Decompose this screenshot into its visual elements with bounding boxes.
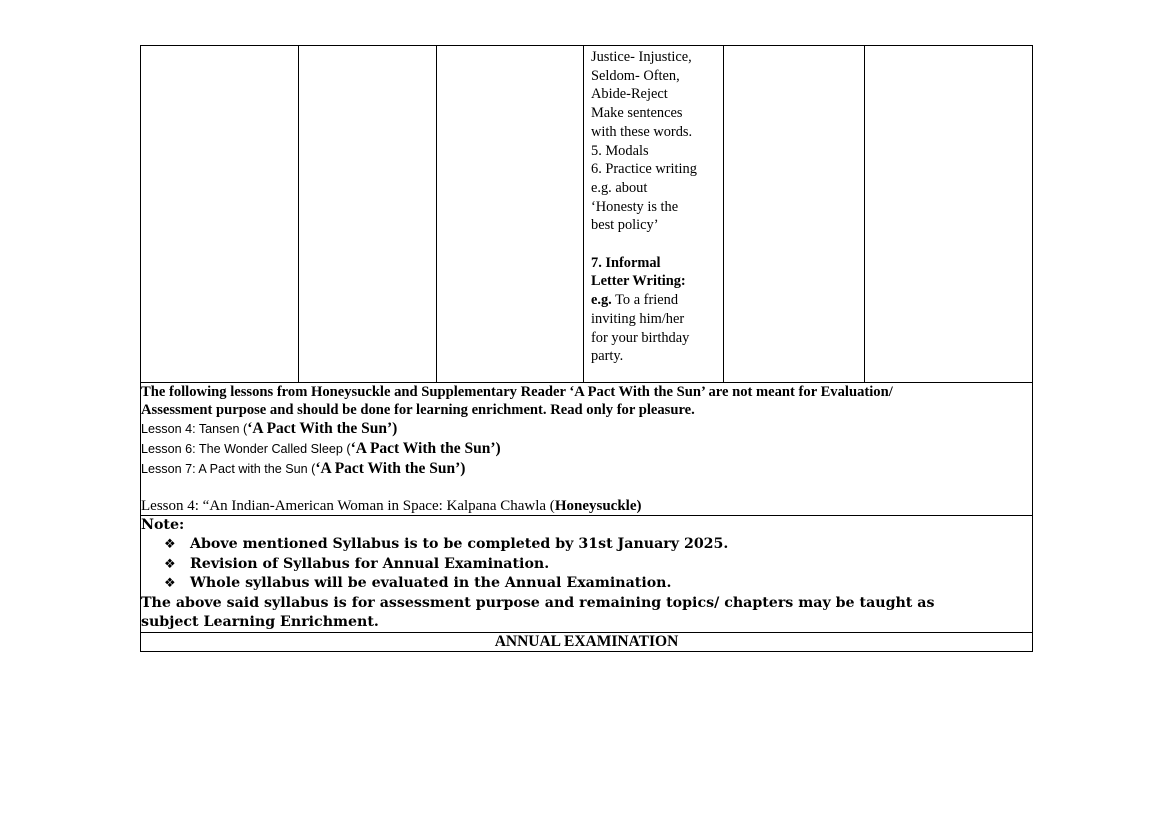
note-item [164, 574, 1032, 594]
note-list [141, 535, 1032, 594]
note-footer: The above said syllabus is for assessment purpose and remaining topics/ chapters may be taught as [141, 594, 935, 611]
enrichment-intro: Assessment purpose and should be done for learning enrichment. Read only for pleasure. [141, 402, 695, 418]
letter-example [591, 291, 717, 310]
vocab-line: 6. Practice writing [591, 161, 697, 178]
note-item [164, 555, 1032, 575]
book-title: ‘A Pact With the Sun’) [247, 420, 398, 437]
note-label: Note: [141, 517, 185, 533]
lesson-line [141, 439, 1032, 459]
letter-line: party. [591, 348, 624, 365]
line-gap [141, 479, 1032, 497]
letter-heading: Letter Writing: [591, 273, 686, 290]
note-item [164, 535, 1032, 555]
grammar-writing-content [584, 46, 723, 366]
vocab-line: Justice- Injustice, [591, 49, 692, 65]
vocab-line: Abide-Reject [591, 86, 668, 103]
enrichment-row [141, 383, 1033, 516]
cell-literature [299, 46, 437, 383]
book-title: Honeysuckle) [554, 498, 642, 514]
lesson-line [141, 459, 1032, 479]
syllabus-table [140, 45, 1033, 652]
letter-heading: 7. Informal [591, 254, 661, 271]
line-gap [591, 235, 717, 254]
note-item-text: Revision of Syllabus for Annual Examination. [190, 555, 550, 572]
letter-line: for your birthday [591, 329, 690, 346]
cell-assessment [865, 46, 1033, 383]
letter-line: To a friend [611, 292, 679, 309]
enrichment-cell [141, 383, 1033, 516]
diamond-bullet-icon: ❖ [164, 556, 176, 572]
cell-supplementary [437, 46, 584, 383]
book-title: ‘A Pact With the Sun’) [350, 440, 501, 457]
vocab-line: Make sentences [591, 105, 683, 122]
vocab-line: best policy’ [591, 217, 659, 234]
vocab-line: ‘Honesty is the [591, 198, 679, 215]
lesson-line [141, 497, 1032, 515]
note-cell [141, 516, 1033, 633]
cell-month [141, 46, 299, 383]
diamond-bullet-icon: ❖ [164, 576, 176, 591]
cell-grammar-writing [584, 46, 724, 383]
annual-exam-row [141, 633, 1033, 652]
vocab-line: Seldom- Often, [591, 67, 680, 84]
eg-label: e.g. [591, 292, 612, 309]
cell-activities [724, 46, 865, 383]
book-title: ‘A Pact With the Sun’) [315, 460, 466, 477]
lesson-line [141, 419, 1032, 439]
enrichment-intro: The following lessons from Honeysuckle and Supplementary Reader ‘A Pact With the Sun’ are not meant for Evaluation/ [141, 384, 893, 400]
diamond-bullet-icon: ❖ [164, 537, 176, 552]
note-footer: subject Learning Enrichment. [141, 613, 379, 630]
vocab-line: 5. Modals [591, 142, 649, 159]
lesson-text: Lesson 4: Tansen ( [141, 422, 248, 436]
syllabus-row-continued [141, 46, 1033, 383]
note-row [141, 516, 1033, 633]
note-item-text: Above mentioned Syllabus is to be completed by 31st January 2025. [190, 536, 729, 552]
annual-exam-heading: ANNUAL EXAMINATION [141, 633, 1033, 652]
vocab-line: e.g. about [591, 179, 648, 196]
vocab-line: with these words. [591, 123, 693, 140]
lesson-text: Lesson 4: “An Indian-American Woman in Space: Kalpana Chawla ( [141, 498, 555, 514]
letter-line: inviting him/her [591, 310, 685, 327]
note-item-text: Whole syllabus will be evaluated in the Annual Examination. [190, 575, 672, 591]
lesson-text: Lesson 6: The Wonder Called Sleep ( [141, 442, 351, 456]
lesson-text: Lesson 7: A Pact with the Sun ( [141, 462, 316, 476]
